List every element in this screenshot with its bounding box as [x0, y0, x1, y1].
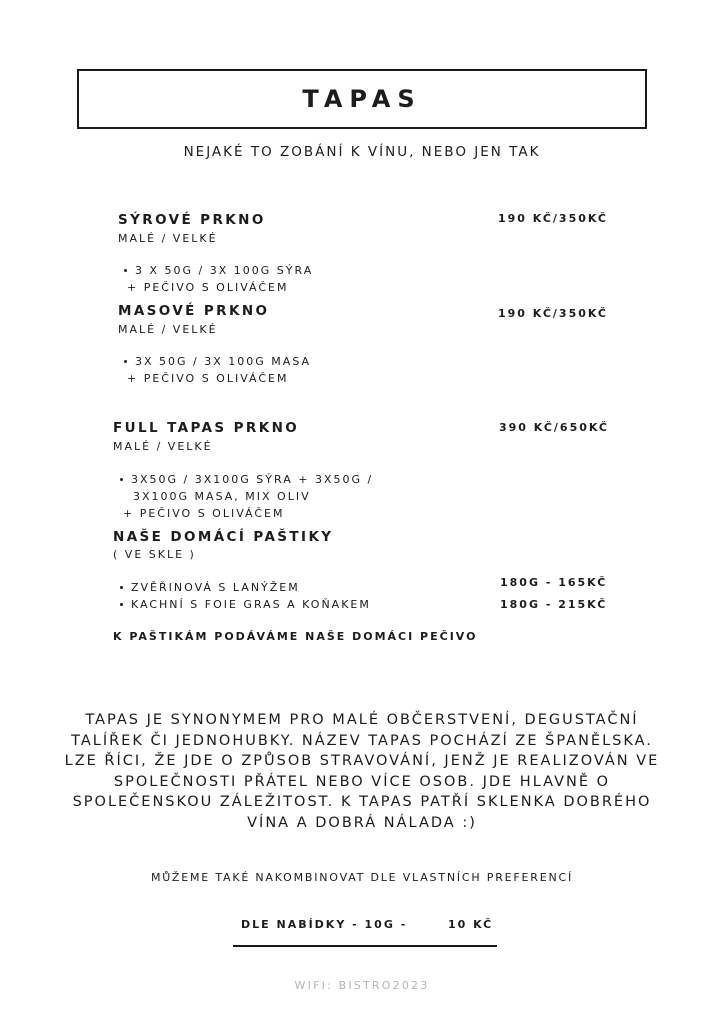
- bullet-icon: [124, 269, 127, 272]
- offer-price: 10 KČ: [448, 918, 494, 931]
- item-sizes-cheese-board: MALÉ / VELKÉ: [118, 232, 218, 245]
- list-item: ZVĚŘINOVÁ S LANÝŽEM: [120, 579, 371, 596]
- page-title: TAPAS: [302, 85, 422, 113]
- item-detail-full-tapas-board: [120, 471, 373, 522]
- list-item: KACHNÍ S FOIE GRAS A KOŇAKEM: [120, 596, 371, 613]
- item-sizes-meat-board: MALÉ / VELKÉ: [118, 323, 218, 336]
- wifi-info: WIFI: BISTRO2023: [294, 979, 430, 992]
- tapas-description: TAPAS JE SYNONYMEM PRO MALÉ OBČERSTVENÍ, DEGUSTAČNÍ TALÍŘEK ČI JEDNOHUBKY. NÁZEV TAPAS POCHÁZÍ ZE ŠPANĚLSKA. LZE ŘÍCI, ŽE JDE O ZPŮSOB STRAVOVÁNÍ, JENŽ JE REALIZOVÁN VE SPOLEČNOSTI PŘÁTEL NEBO VÍCE OSOB. JDE HLAVNĚ O SPOLEČENSKOU ZÁLEŽITOST. K TAPAS PATŘÍ SKLENKA DOBRÉHO VÍNA A DOBRÁ NÁLADA :): [64, 712, 660, 831]
- item-sizes-full-tapas-board: MALÉ / VELKÉ: [113, 440, 213, 453]
- item-name-full-tapas-board: FULL TAPAS PRKNO: [113, 420, 300, 436]
- item-price-full-tapas-board: 390 KČ/650KČ: [499, 421, 609, 434]
- list-item: 3X 50G / 3X 100G MASA: [124, 353, 311, 370]
- list-item: + PEČIVO S OLIVÁČEM: [127, 281, 289, 294]
- item-detail-meat-board: [124, 353, 311, 387]
- list-item: 3X100G MASA, MIX OLIV: [133, 490, 311, 503]
- pate-price-duck: 180G - 215KČ: [500, 598, 608, 611]
- list-item: + PEČIVO S OLIVÁČEM: [123, 507, 285, 520]
- item-price-cheese-board: 190 KČ/350KČ: [498, 212, 608, 225]
- pate-price-venison: 180G - 165KČ: [500, 576, 608, 589]
- item-name-cheese-board: SÝROVÉ PRKNO: [118, 212, 266, 228]
- item-detail-cheese-board: [124, 262, 313, 296]
- item-name-pates: NAŠE DOMÁCÍ PAŠTIKY: [113, 529, 334, 545]
- item-sizes-pates: ( VE SKLE ): [113, 548, 196, 561]
- combine-note: MŮŽEME TAKÉ NAKOMBINOVAT DLE VLASTNÍCH PREFERENCÍ: [150, 871, 574, 884]
- bullet-icon: [120, 478, 123, 481]
- bullet-icon: [124, 360, 127, 363]
- title-box: [77, 69, 647, 129]
- bullet-icon: [120, 603, 123, 606]
- item-price-meat-board: 190 KČ/350KČ: [498, 307, 608, 320]
- list-item: 3X50G / 3X100G SÝRA + 3X50G /: [120, 471, 373, 488]
- list-item: 3 X 50G / 3X 100G SÝRA: [124, 262, 313, 279]
- offer-label: DLE NABÍDKY - 10G -: [241, 918, 408, 931]
- pate-note: K PAŠTIKÁM PODÁVÁME NAŠE DOMÁCI PEČIVO: [113, 630, 478, 643]
- item-name-meat-board: MASOVÉ PRKNO: [118, 303, 270, 319]
- page-subtitle: NEJAKÉ TO ZOBÁNÍ K VÍNU, NEBO JEN TAK: [183, 144, 541, 160]
- bullet-icon: [120, 586, 123, 589]
- divider: [233, 945, 497, 947]
- list-item: + PEČIVO S OLIVÁČEM: [127, 372, 289, 385]
- pate-options: [120, 579, 371, 613]
